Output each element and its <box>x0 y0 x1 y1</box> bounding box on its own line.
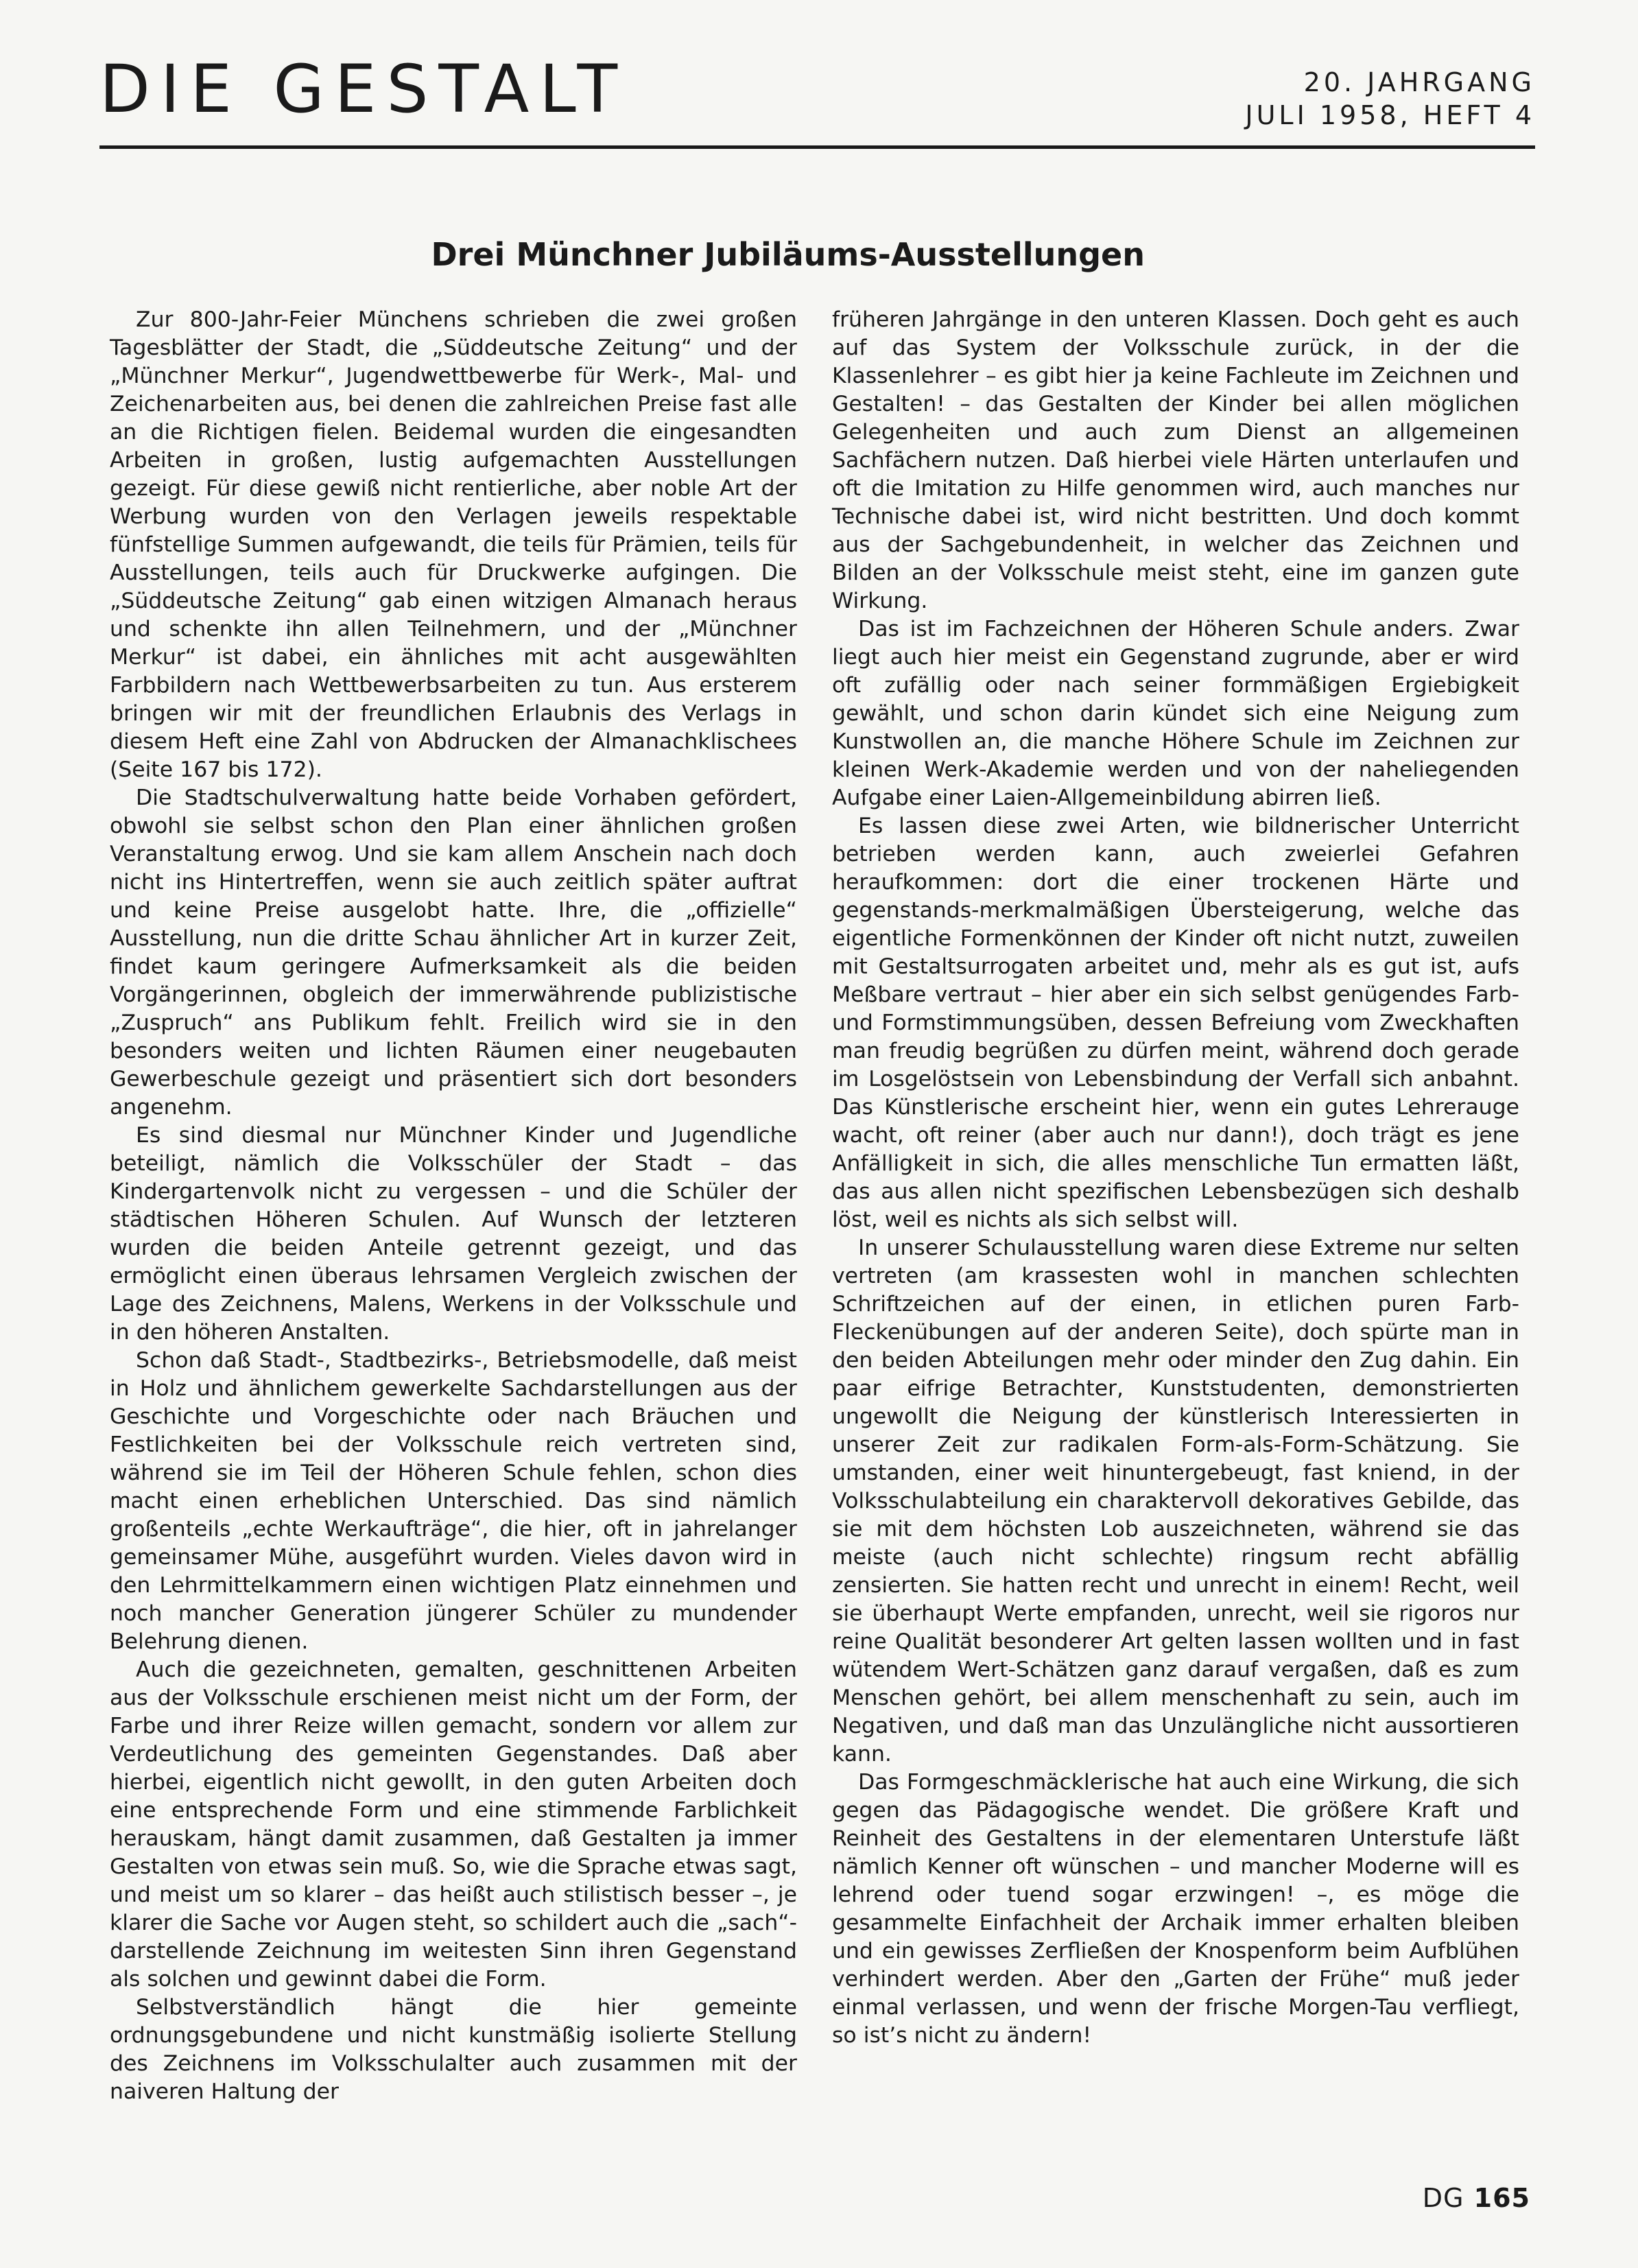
issue-date: JULI 1958, HEFT 4 <box>1245 100 1535 130</box>
paragraph: Auch die gezeichneten, gemalten, geschnittenen Arbeiten aus der Volksschule erschienen meist nicht um der Form, der Farbe und ihrer Reize willen gemacht, sondern vor allem zur Verdeutlichung des gemeinten Gegenstandes. Daß aber hierbei, eigentlich nicht gewollt, in den guten Arbeiten doch eine entsprechende Form und eine stimmende Farblichkeit herauskam, hängt damit zusammen, daß Gestalten ja immer Gestalten von etwas sein muß. So, wie die Sprache etwas sagt, und meist um so klarer – das heißt auch stilistisch besser –, je klarer die Sache vor Augen steht, so schildert auch die „sach“-darstellende Zeichnung im weitesten Sinn ihren Gegenstand als solchen und gewinnt dabei die Form. <box>110 1657 797 1992</box>
paragraph: Es lassen diese zwei Arten, wie bildnerischer Unterricht betrieben werden kann, auch zweierlei Gefahren heraufkommen: dort die einer trockenen Härte und gegenstands-merkmalmäßigen Übersteigerung, welche das eigentliche Formenkönnen der Kinder oft nicht nutzt, zuweilen mit Gestaltsurrogaten arbeitet und, mehr als es gut ist, aufs Meßbare vertraut – hier aber ein sich selbst genügendes Farb- und Formstimmungsüben, dessen Befreiung vom Zweckhaften man freudig begrüßen zu dürfen meint, während doch gerade im Losgelöstsein von Lebensbindung der Verfall sich anbahnt. Das Künstlerische erscheint hier, wenn ein gutes Lehrerauge wacht, oft reiner (aber auch nur dann!), doch trägt es jene Anfälligkeit in sich, die alles menschliche Tun ermatten läßt, das aus allen nicht spezifischen Lebensbezügen sich deshalb löst, weil es nichts als sich selbst will. <box>832 814 1519 1232</box>
article-title: Drei Münchner Jubiläums-Ausstellungen <box>431 236 1145 273</box>
volume-label: 20. JAHRGANG <box>1303 67 1535 97</box>
journal-title: DIE GESTALT <box>99 51 628 128</box>
page-footer <box>1423 2182 1530 2214</box>
right-column <box>832 306 1519 2050</box>
journal-abbreviation: DG <box>1422 2183 1464 2213</box>
left-column <box>110 306 797 2106</box>
masthead-rule <box>99 145 1535 149</box>
paragraph: In unserer Schulausstellung waren diese Extreme nur selten vertreten (am krassesten wohl in manchen schlechten Schriftzeichen auf der einen, in etlichen puren Farb-Fleckenübungen auf der anderen Seite), doch spürte man in den beiden Abteilungen mehr oder minder den Zug dahin. Ein paar eifrige Betrachter, Kunststudenten, demonstrierten ungewollt die Neigung der künstlerisch Interessierten in unserer Zeit zur radikalen Form-als-Form-Schätzung. Sie umstanden, einer weit hinuntergebeugt, fast kniend, in der Volksschulabteilung ein charaktervoll dekoratives Gebilde, das sie mit dem höchsten Lob auszeichneten, während sie das meiste (auch nicht schlechte) ringsum recht abfällig zensierten. Sie hatten recht und unrecht in einem! Recht, weil sie überhaupt Werte empfanden, unrecht, weil sie rigoros nur reine Qualität besonderer Art gelten lassen wollten und in fast wütendem Wert-Schätzen ganz darauf vergaßen, daß es zum Menschen gehört, bei allem menschenhaft zu sein, auch im Negativen, und daß man das Unzulängliche nicht aussortieren kann. <box>832 1236 1519 1767</box>
page-number: 165 <box>1473 2183 1530 2213</box>
paragraph: Das ist im Fachzeichnen der Höheren Schule anders. Zwar liegt auch hier meist ein Gegenstand zugrunde, aber er wird oft zufällig oder nach seiner formmäßigen Ergiebigkeit gewählt, und schon darin kündet sich eine Neigung zum Kunstwollen an, die manche Höhere Schule im Zeichnen zur kleinen Werk-Akademie werden und von der naheliegenden Aufgabe einer Laien-Allgemeinbildung abirren ließ. <box>832 617 1519 810</box>
paragraph: Die Stadtschulverwaltung hatte beide Vorhaben gefördert, obwohl sie selbst schon den Plan einer ähnlichen großen Veranstaltung erwog. Und sie kam allem Anschein nach doch nicht ins Hintertreffen, wenn sie auch zeitlich später auftrat und keine Preise ausgelobt hatte. Ihre, die „offizielle“ Ausstellung, nun die dritte Schau ähnlicher Art in kurzer Zeit, findet kaum geringere Aufmerksamkeit als die beiden Vorgängerinnen, obgleich der immerwährende publizistische „Zuspruch“ ans Publikum fehlt. Freilich wird sie in den besonders weiten und lichten Räumen einer neugebauten Gewerbeschule gezeigt und präsentiert sich dort besonders angenehm. <box>110 785 797 1120</box>
paragraph: Schon daß Stadt-, Stadtbezirks-, Betriebsmodelle, daß meist in Holz und ähnlichem gewerkelte Sachdarstellungen aus der Geschichte und Vorgeschichte oder nach Bräuchen und Festlichkeiten bei der Volksschule reich vertreten sind, während sie im Teil der Höheren Schule fehlen, schon dies macht einen erheblichen Unterschied. Das sind nämlich großenteils „echte Werkaufträge“, die hier, oft in jahrelanger gemeinsamer Mühe, ausgeführt wurden. Vieles davon wird in den Lehrmittelkammern einen wichtigen Platz einnehmen und noch mancher Generation jüngerer Schüler zu mundender Belehrung dienen. <box>110 1348 797 1654</box>
paragraph: Das Formgeschmäcklerische hat auch eine Wirkung, die sich gegen das Pädagogische wendet. Die größere Kraft und Reinheit des Gestaltens in der elementaren Unterstufe läßt nämlich Kenner oft wünschen – und mancher Moderne will es lehrend oder tuend sogar erzwingen! –, es möge die gesammelte Einfachheit der Archaik immer erhalten bleiben und ein gewisses Zerfließen der Knospenform beim Aufblühen verhindert werden. Aber den „Garten der Frühe“ muß jeder einmal verlassen, und wenn der frische Morgen-Tau verfliegt, so ist’s nicht zu ändern! <box>832 1770 1519 2048</box>
paragraph: Es sind diesmal nur Münchner Kinder und Jugendliche beteiligt, nämlich die Volksschüler der Stadt – das Kindergartenvolk nicht zu vergessen – und die Schüler der städtischen Höheren Schulen. Auf Wunsch der letzteren wurden die beiden Anteile getrennt gezeigt, und das ermöglicht einen überaus lehrsamen Vergleich zwischen der Lage des Zeichnens, Malens, Werkens in der Volksschule und in den höheren Anstalten. <box>110 1123 797 1345</box>
paragraph: Zur 800-Jahr-Feier Münchens schrieben die zwei großen Tagesblätter der Stadt, die „Süddeutsche Zeitung“ und der „Münchner Merkur“, Jugendwettbewerbe für Werk-, Mal- und Zeichenarbeiten aus, bei denen die zahlreichen Preise fast alle an die Richtigen fielen. Beidemal wurden die eingesandten Arbeiten in großen, lustig aufgemachten Ausstellungen gezeigt. Für diese gewiß nicht rentierliche, aber noble Art der Werbung wurden von den Verlagen jeweils respektable fünfstellige Summen aufgewandt, die teils für Prämien, teils für Ausstellungen, teils auch für Druckwerke aufgingen. Die „Süddeutsche Zeitung“ gab einen witzigen Almanach heraus und schenkte ihn allen Teilnehmern, und der „Münchner Merkur“ ist dabei, ein ähnliches mit acht ausgewählten Farbbildern nach Wettbewerbsarbeiten zu tun. Aus ersterem bringen wir mit der freundlichen Erlaubnis des Verlags in diesem Heft eine Zahl von Abdrucken der Almanachklischees (Seite 167 bis 172). <box>110 307 797 782</box>
paragraph-continuation: früheren Jahrgänge in den unteren Klassen. Doch geht es auch auf das System der Volksschule zurück, in der die Klassenlehrer – es gibt hier ja keine Fachleute im Zeichnen und Gestalten! – das Gestalten der Kinder bei allen möglichen Gelegenheiten und auch zum Dienst an allgemeinen Sachfächern nutzen. Daß hierbei viele Härten unterlaufen und oft die Imitation zu Hilfe genommen wird, auch manches nur Technische dabei ist, wird nicht bestritten. Und doch kommt aus der Sachgebundenheit, in welcher das Zeichnen und Bilden an der Volksschule meist steht, eine im ganzen gute Wirkung. <box>832 307 1519 613</box>
paragraph: Selbstverständlich hängt die hier gemeinte ordnungsgebundene und nicht kunstmäßig isolierte Stellung des Zeichnens im Volksschulalter auch zusammen mit der naiveren Haltung der <box>110 1995 797 2104</box>
issue-info <box>1245 66 1535 132</box>
